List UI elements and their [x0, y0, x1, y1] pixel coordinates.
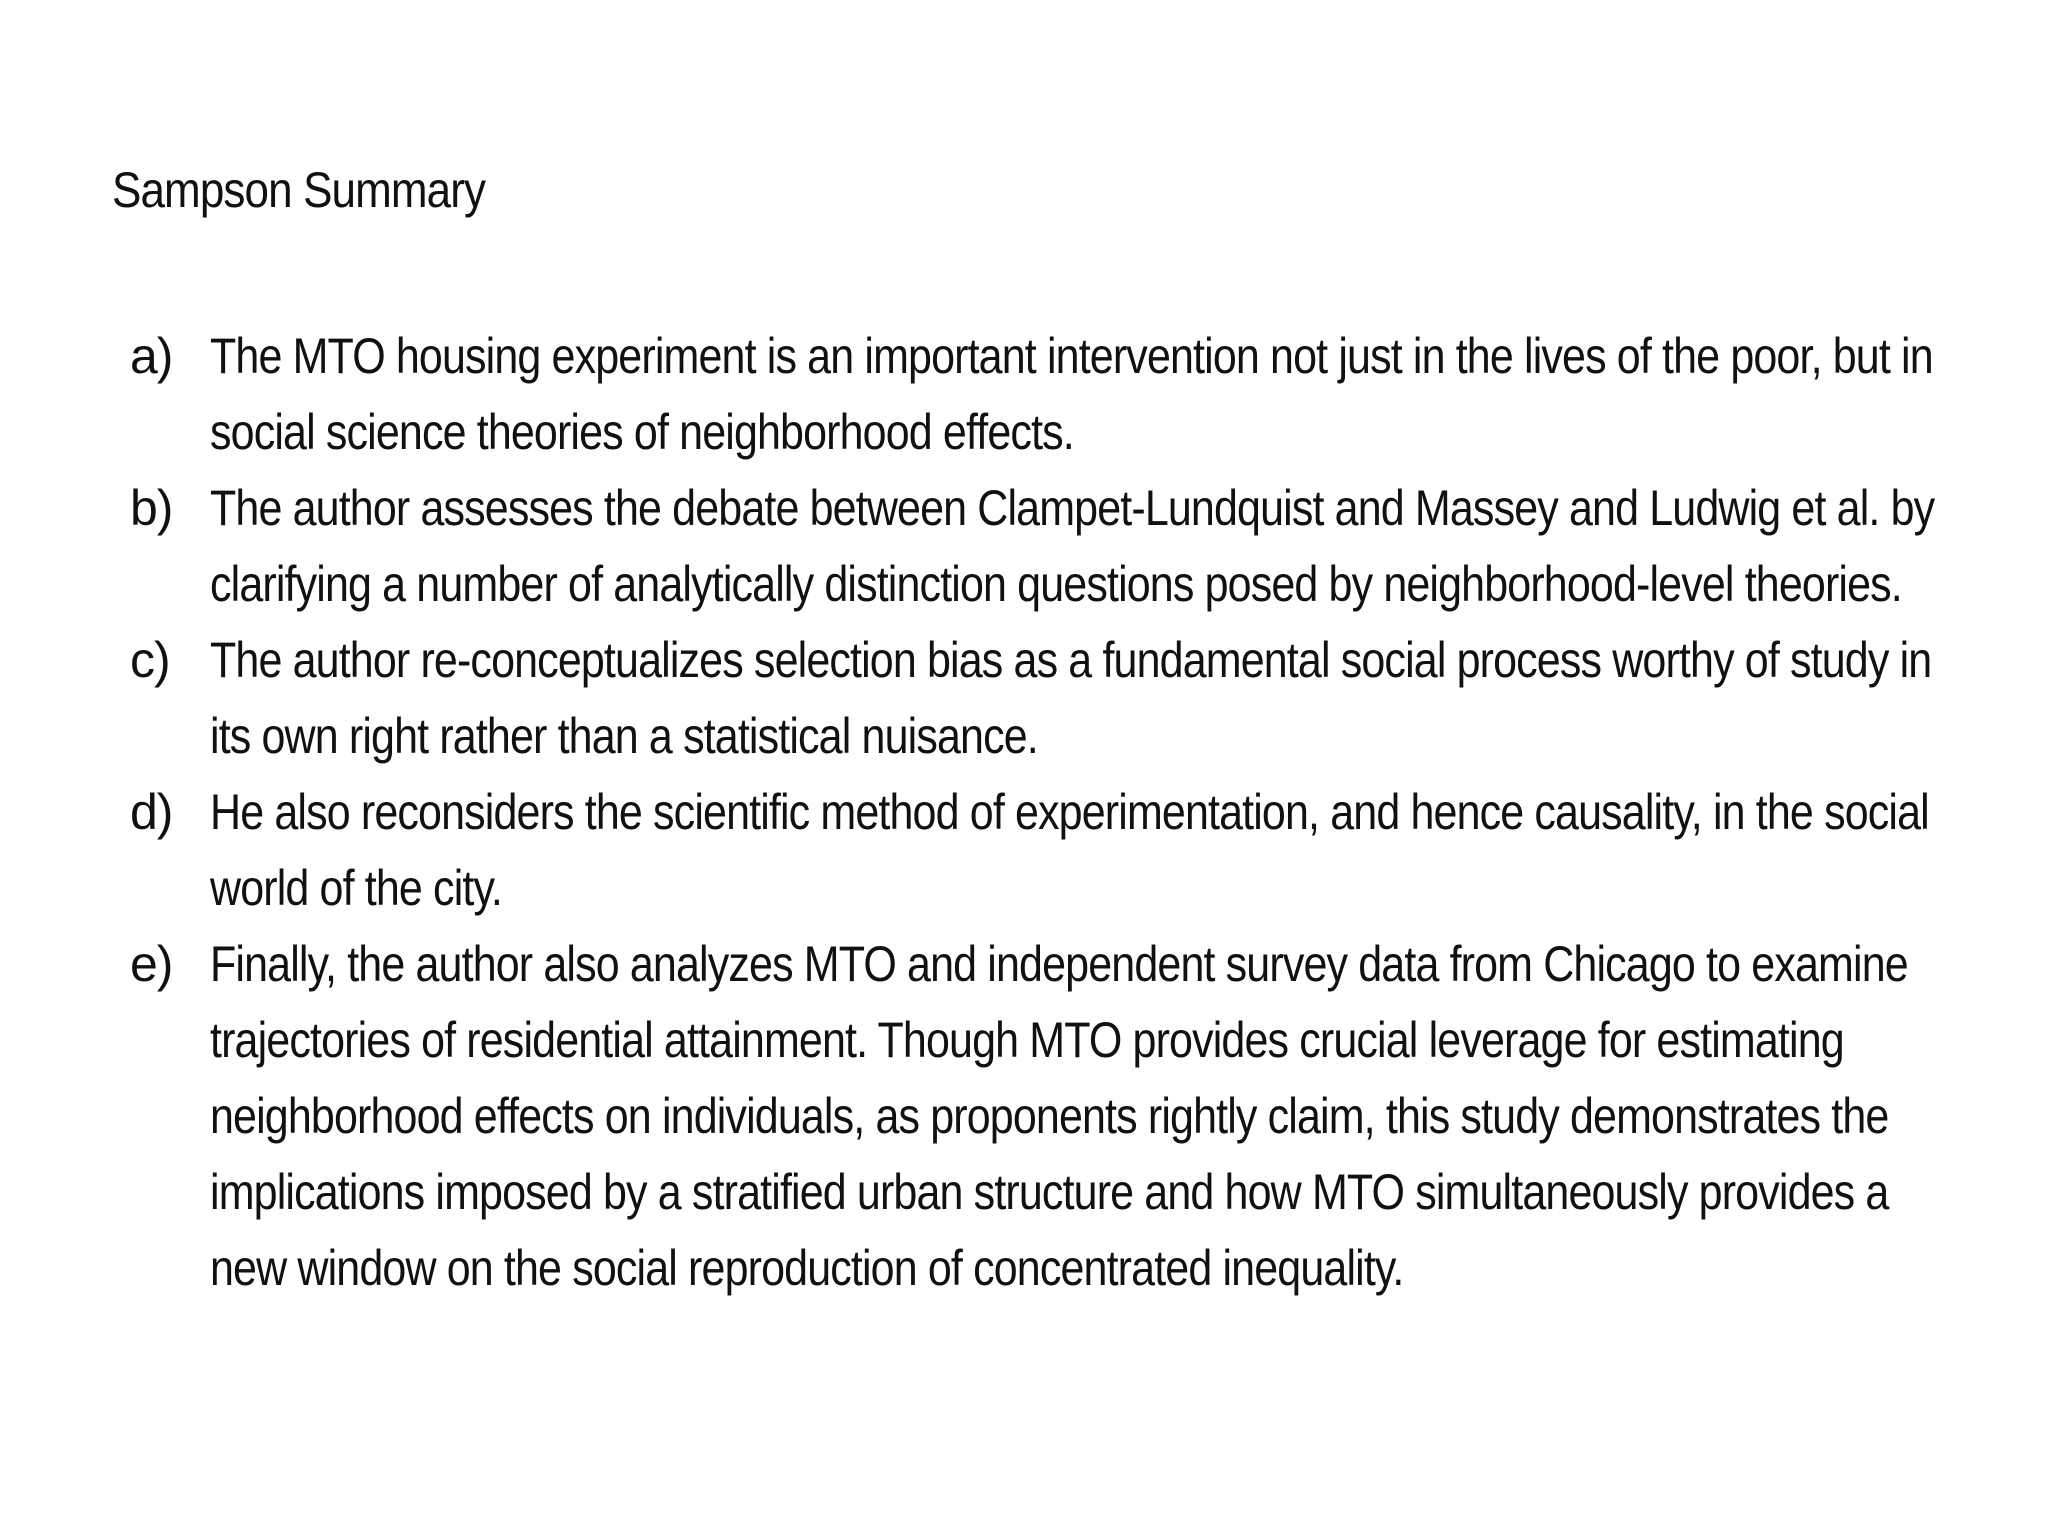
list-item	[130, 318, 1990, 470]
list-item	[130, 774, 1990, 926]
list-item-label: b)	[130, 480, 173, 536]
list-item-label: c)	[130, 632, 170, 688]
summary-list	[130, 318, 1990, 1306]
list-item-text: The MTO housing experiment is an important intervention not just in the lives of the poor, but in social science theories of neighborhood effects.	[210, 328, 1933, 460]
list-item-label: a)	[130, 328, 173, 384]
list-item-text: Finally, the author also analyzes MTO and independent survey data from Chicago to examine trajectories of residential attainment. Though MTO provides crucial leverage for estimating neighborhood effects on individuals, as proponents rightly claim, this study demonstrates the implications imposed by a stratified urban structure and how MTO simultaneously provides a new window on the social reproduction of concentrated inequality.	[210, 936, 1908, 1296]
list-item-text: The author assesses the debate between Clampet-Lundquist and Massey and Ludwig et al. by clarifying a number of analytically distinction questions posed by neighborhood-level theories.	[210, 480, 1935, 612]
list-item	[130, 622, 1990, 774]
list-item-label: d)	[130, 784, 173, 840]
list-item-text: The author re-conceptualizes selection bias as a fundamental social process worthy of study in its own right rather than a statistical nuisance.	[210, 632, 1932, 764]
list-item	[130, 470, 1990, 622]
list-item-label: e)	[130, 936, 173, 992]
list-item-text: He also reconsiders the scientific method of experimentation, and hence causality, in the social world of the city.	[210, 784, 1929, 916]
page-title: Sampson Summary	[112, 162, 486, 218]
list-item	[130, 926, 1990, 1306]
